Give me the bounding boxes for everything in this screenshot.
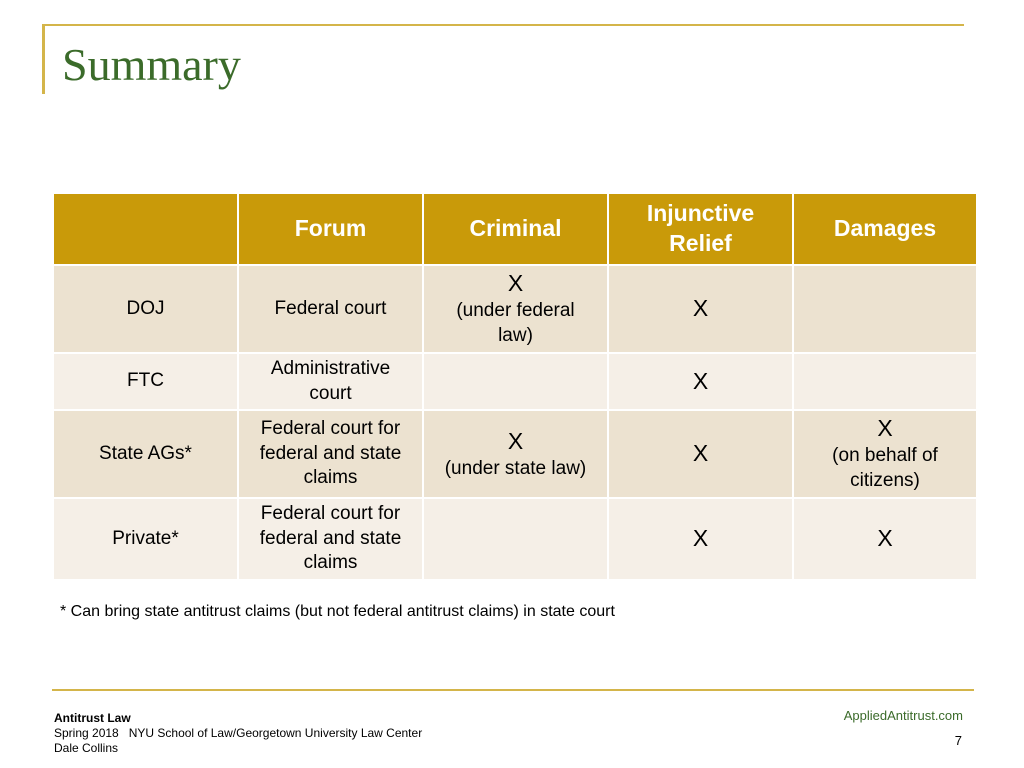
summary-table: [52, 192, 978, 581]
forum-cell: [238, 353, 423, 410]
criminal-note: (under state law): [444, 457, 587, 479]
damages-cell: [793, 410, 977, 498]
injunctive-cell: [608, 353, 793, 410]
injunctive-cell: [608, 498, 793, 580]
damages-cell: [793, 498, 977, 580]
row-label: DOJ: [53, 265, 238, 353]
table-header-row: [53, 193, 977, 265]
left-rule: [42, 24, 45, 94]
page-number: 7: [954, 733, 962, 748]
header-blank: [53, 193, 238, 265]
damages-cell: [793, 353, 977, 410]
row-label: State AGs*: [53, 410, 238, 498]
table-row-private: [53, 498, 977, 580]
criminal-cell: [423, 498, 608, 580]
table-row-state-ags: [53, 410, 977, 498]
row-label: FTC: [53, 353, 238, 410]
criminal-mark: X: [507, 427, 524, 454]
forum-cell: [238, 498, 423, 580]
slide-title: Summary: [62, 39, 241, 90]
bottom-rule: [52, 689, 974, 691]
criminal-note: (under federal law): [456, 300, 575, 346]
criminal-cell: [423, 353, 608, 410]
damages-mark: X: [877, 415, 893, 442]
damages-note: (on behalf of citizens): [832, 445, 938, 491]
injunctive-cell: [608, 265, 793, 353]
footnote: * Can bring state antitrust claims (but not federal antitrust claims) in state court: [60, 603, 615, 620]
injunctive-cell: [608, 410, 793, 498]
header-forum: Forum: [238, 193, 423, 265]
table-row-doj: [53, 265, 977, 353]
injunctive-mark: X: [692, 440, 709, 467]
footer-term: Spring 2018 NYU School of Law/Georgetown University Law Center: [54, 726, 423, 740]
damages-mark: X: [877, 525, 893, 552]
row-label: Private*: [53, 498, 238, 580]
footer-credits: [54, 711, 422, 756]
injunctive-mark: X: [692, 367, 709, 394]
forum-cell: [238, 410, 423, 498]
forum-text: Federal court for federal and state claims: [259, 417, 402, 489]
header-injunctive-relief: [608, 193, 793, 265]
site-link[interactable]: AppliedAntitrust.com: [843, 708, 963, 723]
damages-cell: [793, 265, 977, 353]
top-rule: [42, 24, 964, 26]
injunctive-mark: X: [692, 295, 709, 322]
criminal-mark: X: [507, 270, 524, 297]
criminal-cell: [423, 265, 608, 353]
header-criminal: Criminal: [423, 193, 608, 265]
header-damages: Damages: [793, 193, 977, 265]
forum-text: Administrative court: [270, 357, 391, 404]
injunctive-mark: X: [692, 525, 709, 552]
forum-cell: Federal court: [238, 265, 423, 353]
footer-course: Antitrust Law: [54, 711, 131, 725]
header-injunctive-relief-text: Injunctive Relief: [646, 200, 755, 256]
footer-author: Dale Collins: [54, 741, 119, 755]
forum-text: Federal court for federal and state claims: [259, 502, 402, 574]
table-row-ftc: [53, 353, 977, 410]
criminal-cell: [423, 410, 608, 498]
